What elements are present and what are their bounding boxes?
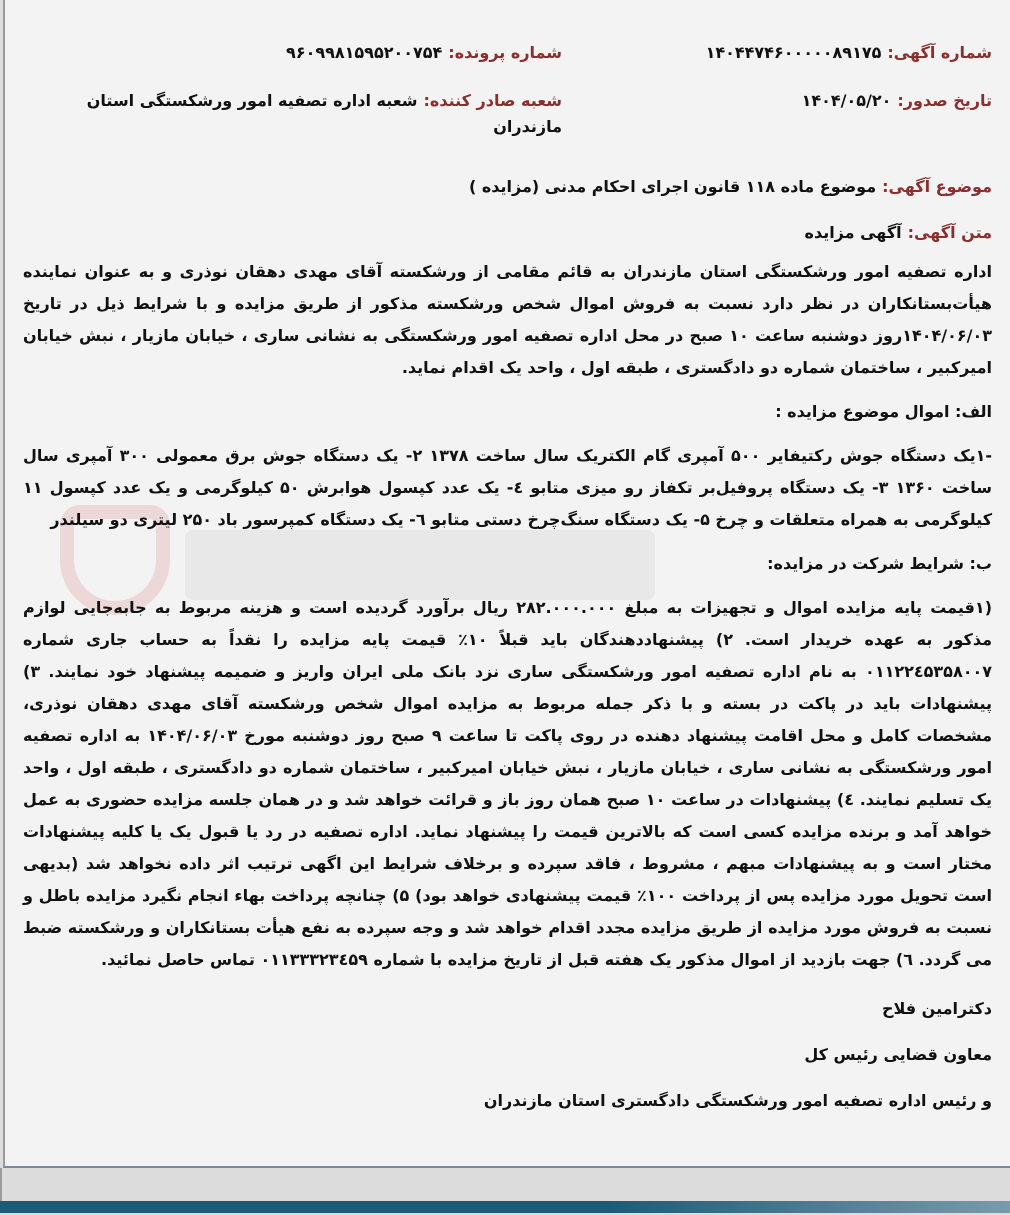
notice-number-value: ۱۴۰۴۴۷۴۶۰۰۰۰۰۸۹۱۷۵: [705, 43, 882, 62]
subject-value: موضوع ماده ۱۱۸ قانون اجرای احکام مدنی (مزایده ): [468, 177, 877, 196]
file-number: [23, 40, 562, 66]
notice-number-label: شماره آگهی:: [887, 43, 992, 62]
issuing-branch-label: شعبه صادر کننده:: [423, 91, 562, 110]
issuing-branch-value: شعبه اداره تصفیه امور ورشکستگی استان مازندران: [86, 91, 562, 136]
issue-date-value: ۱۴۰۴/۰۵/۲۰: [801, 91, 892, 110]
status-strip: [0, 1168, 1010, 1201]
signatory-office: و رئیس اداره تصفیه امور ورشکستگی دادگستری استان مازندران: [483, 1091, 992, 1110]
signatory-name: دکترامین فلاح: [881, 999, 992, 1018]
notice-subject: [23, 174, 992, 200]
section-b-title: ب: شرایط شرکت در مزایده:: [767, 554, 992, 573]
file-number-value: ۹۶۰۹۹۸۱۵۹۵۲۰۰۷۵۴: [286, 43, 443, 62]
signatory-title: معاون قضایی رئیس کل: [804, 1045, 992, 1064]
body-title: آگهی مزایده: [804, 223, 902, 242]
section-a-items: -۱یک دستگاه جوش رکتیفایر ۵۰۰ آمپری گام الکتریک سال ساخت ۱۳۷۸ ۲- یک دستگاه جوش برق معمولی ۳۰۰ آمپری سال ساخت ۱۳۶۰ ۳- یک دستگاه پروفیل‌بر تکفاز رو میزی متابو ٤- یک عدد کپسول هوابرش ۵۰ کیلوگرمی و یک عدد کپسول ۱۱ کیلوگرمی به همراه متعلقات و چرخ ۵- یک دستگاه سنگ‌چرخ دستی متابو ٦- یک دستگاه کمپرسور باد ۲۵۰ لیتری دو سیلندر: [23, 446, 993, 529]
body-label: متن آگهی:: [907, 223, 992, 242]
notice-panel: [3, 0, 1010, 1168]
taskbar: [0, 1201, 1010, 1213]
notice-number: [562, 40, 992, 66]
issue-date-label: تاریخ صدور:: [897, 91, 992, 110]
header-row-1: [23, 40, 992, 66]
header-row-2: [23, 88, 992, 140]
section-b-conditions: (۱قیمت پایه مزایده اموال و تجهیزات به مبلغ ۲۸۲.۰۰۰.۰۰۰ ریال برآورد گردیده است و هزینه مربوط به جابه‌جایی لوازم مذکور به عهده خریدار است. ۲) پیشنهاددهندگان باید قبلاً ۱۰٪ قیمت پایه مزایده را نقداً به حساب جاری شماره ۰۱۱۲۲٤۵۳۵۸۰۰۷ به نام اداره تصفیه امور ورشکستگی ساری نزد بانک ملی ایران واریز و ضمیمه پیشنهاد خود نمایند. ۳) پیشنهادات باید در پاکت در بسته و با ذکر جمله مربوط به مزایده اموال شخص ورشکسته آقای مهدی دهقان نوذری، مشخصات کامل و محل اقامت پیشنهاد دهنده در روی پاکت تا ساعت ۹ صبح روز دوشنبه مورخ ۱۴۰۴/۰۶/۰۳ به اداره تصفیه امور ورشکستگی به نشانی ساری ، خیابان مازیار ، نبش خیابان امیرکبیر ، ساختمان شماره دو دادگستری ، طبقه اول ، واحد یک تسلیم نمایند. ٤) پیشنهادات در ساعت ۱۰ صبح همان روز باز و قرائت خواهد شد و در همان جلسه مزایده حضوری به عمل خواهد آمد و برنده مزایده کسی است که بالاترین قیمت را پیشنهاد نماید. اداره تصفیه در رد یا قبول یک یا کلیه پیشنهادات مختار است و به پیشنهادات مبهم ، مشروط ، فاقد سپرده و برخلاف شرایط این اگهی ترتیب اثر داده نخواهد شد (بدیهی است تحویل مورد مزایده پس از پرداخت ۱۰۰٪ قیمت پیشنهادی خواهد بود) ۵) چنانچه پرداخت بهاء انجام نگیرد مزایده باطل و نسبت به فروش مورد مزایده از طریق مزایده مجدد اقدام خواهد شد و وجه سپرده به نفع هیأت بستانکاران و ورشکسته ضبط می گردد. ٦) جهت بازدید از اموال مذکور یک هفته قبل از تاریخ مزایده با شماره ۰۱۱۳۳۳۲۳٤۵۹ تماس حاصل نمائید.: [23, 598, 993, 969]
notice-body-title: [23, 220, 992, 246]
intro-paragraph: اداره تصفیه امور ورشکستگی استان مازندران به قائم مقامی از ورشکسته آقای مهدی دهقان نوذری و به عنوان نماینده هیأت‌بستانکاران در نظر دارد نسبت به فروش اموال شخص ورشکسته مذکور از طریق مزایده و با شرایط ذیل در تاریخ ۱۴۰۴/۰۶/۰۳روز دوشنبه ساعت ۱۰ صبح در محل اداره تصفیه امور ورشکستگی به نشانی ساری ، خیابان مازیار ، نبش خیابان امیرکبیر ، ساختمان شماره دو دادگستری ، طبقه اول ، واحد یک اقدام نماید.: [23, 262, 992, 377]
issuing-branch: [23, 88, 562, 140]
file-number-label: شماره پرونده:: [448, 43, 562, 62]
section-a-title: الف: اموال موضوع مزایده :: [775, 402, 992, 421]
subject-label: موضوع آگهی:: [882, 177, 992, 196]
issue-date: [562, 88, 992, 140]
